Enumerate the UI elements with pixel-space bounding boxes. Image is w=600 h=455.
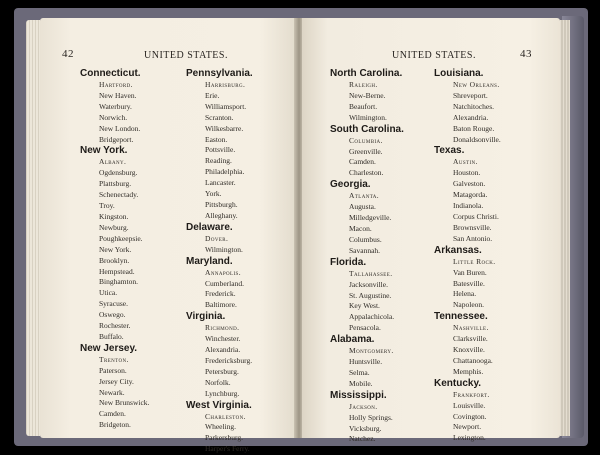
- city-item: Utica.: [99, 288, 118, 298]
- city-item: Philadelphia.: [205, 167, 245, 177]
- city-item: Brownsville.: [453, 222, 492, 232]
- city-item: Augusta.: [349, 202, 376, 212]
- city-item: Memphis.: [453, 366, 484, 376]
- city-item: Wilmington.: [205, 244, 243, 254]
- city-item: Newport.: [453, 422, 482, 432]
- state-block: [80, 145, 185, 342]
- state-block: [186, 68, 294, 222]
- city-item: Wilmington.: [349, 112, 387, 122]
- city-item: New Haven.: [99, 90, 137, 100]
- state-block: [330, 334, 438, 390]
- city-item: Huntsville.: [349, 357, 383, 367]
- right-page-edges: [560, 20, 570, 436]
- state-heading: Alabama.: [330, 334, 375, 346]
- capital-city: Hartford.: [99, 80, 133, 89]
- city-item: Columbus.: [349, 234, 382, 244]
- state-heading: Florida.: [330, 256, 367, 268]
- capital-city: Harrisburg.: [205, 80, 246, 89]
- state-block: [186, 311, 294, 399]
- capital-city: Richmond.: [205, 323, 240, 333]
- city-item: Chattanooga.: [453, 355, 493, 365]
- city-item: Newburg.: [99, 222, 129, 232]
- city-item: Hempstead.: [99, 266, 135, 276]
- state-block: [434, 68, 558, 145]
- city-item: Williamsport.: [205, 101, 247, 111]
- state-heading: Mississippi.: [330, 389, 387, 401]
- city-item: Lancaster.: [205, 178, 236, 188]
- city-item: Alexandria.: [453, 112, 489, 122]
- city-item: New Brunswick.: [99, 398, 150, 408]
- city-item: Charleston.: [349, 168, 384, 178]
- state-block: [186, 400, 294, 455]
- city-item: Pensacola.: [349, 323, 381, 333]
- city-item: Van Buren.: [453, 267, 487, 277]
- city-item: Scranton.: [205, 112, 234, 122]
- capital-city: Montgomery.: [349, 346, 394, 356]
- state-heading: New York.: [80, 145, 128, 157]
- city-item: Fredericksburg.: [205, 355, 253, 365]
- capital-city: Tallahassee.: [349, 268, 393, 278]
- city-item: Jacksonville.: [349, 279, 388, 289]
- city-item: Camden.: [349, 157, 376, 167]
- capital-city: Annapolis.: [205, 267, 242, 277]
- city-item: Wheeling.: [205, 422, 237, 432]
- city-item: Pottsville.: [205, 145, 236, 155]
- capital-city: Frankfort.: [453, 389, 490, 399]
- capital-city: Charleston.: [205, 411, 246, 421]
- right-page-number: 43: [520, 48, 532, 60]
- city-item: Ogdensburg.: [99, 168, 138, 178]
- city-item: Harper's Ferry.: [205, 444, 250, 454]
- city-item: Natchitoches.: [453, 101, 495, 111]
- city-item: Lynchburg.: [205, 388, 240, 398]
- capital-city: Raleigh.: [349, 80, 378, 89]
- city-item: Schenectady.: [99, 190, 139, 200]
- city-item: Plattsburg.: [99, 179, 132, 189]
- city-item: Bridgeton.: [99, 420, 131, 430]
- city-item: Cumberland.: [205, 278, 244, 288]
- right-column-1: [330, 68, 438, 445]
- city-item: Key West.: [349, 301, 380, 311]
- state-heading: Louisiana.: [434, 68, 484, 79]
- city-item: Baton Rouge.: [453, 123, 495, 133]
- city-item: Appalachicola.: [349, 312, 395, 322]
- city-item: Brooklyn.: [99, 255, 130, 265]
- state-heading: Texas.: [434, 145, 465, 157]
- state-heading: Kentucky.: [434, 377, 482, 389]
- state-heading: Maryland.: [186, 255, 233, 267]
- city-item: Vicksburg.: [349, 423, 382, 433]
- left-column-2: [186, 68, 294, 455]
- city-item: St. Augustine.: [349, 290, 392, 300]
- city-item: New York.: [99, 244, 132, 254]
- city-item: Buffalo.: [99, 331, 124, 341]
- state-heading: Virginia.: [186, 311, 226, 323]
- city-item: Macon.: [349, 223, 372, 233]
- right-running-head: UNITED STATES.: [392, 50, 476, 61]
- capital-city: Columbia.: [349, 135, 383, 145]
- city-item: Greenville.: [349, 146, 383, 156]
- capital-city: Trenton.: [99, 354, 129, 364]
- city-item: Baltimore.: [205, 300, 237, 310]
- left-page: [40, 18, 296, 454]
- city-item: Rochester.: [99, 321, 131, 331]
- state-heading: Delaware.: [186, 221, 233, 233]
- city-item: Indianola.: [453, 201, 484, 211]
- left-page-number: 42: [62, 48, 74, 60]
- left-running-head: UNITED STATES.: [144, 50, 228, 61]
- state-block: [80, 68, 185, 145]
- city-item: Poughkeepsie.: [99, 233, 143, 243]
- city-item: York.: [205, 189, 222, 199]
- city-item: Clarksville.: [453, 334, 488, 344]
- city-item: Matagorda.: [453, 190, 488, 200]
- city-item: Waterbury.: [99, 101, 132, 111]
- state-heading: Arkansas.: [434, 244, 482, 256]
- state-block: [434, 145, 558, 244]
- city-item: Paterson.: [99, 365, 127, 375]
- city-item: Louisville.: [453, 400, 486, 410]
- city-item: New London.: [99, 123, 141, 133]
- city-item: Covington.: [453, 411, 487, 421]
- city-item: Milledgeville.: [349, 213, 392, 223]
- city-item: Frederick.: [205, 289, 236, 299]
- city-item: Beaufort.: [349, 101, 378, 111]
- city-item: Corpus Christi.: [453, 211, 499, 221]
- capital-city: Dover.: [205, 233, 229, 243]
- city-item: Donaldsonville.: [453, 134, 501, 144]
- city-item: Jersey City.: [99, 376, 134, 386]
- city-item: Savannah.: [349, 245, 381, 255]
- state-block: [186, 256, 294, 312]
- city-item: Napoleon.: [453, 300, 485, 310]
- city-item: Galveston.: [453, 179, 486, 189]
- left-column-1: [80, 68, 185, 431]
- capital-city: Nashville.: [453, 323, 489, 333]
- state-heading: Tennessee.: [434, 311, 488, 323]
- state-block: [80, 343, 185, 431]
- capital-city: Atlanta.: [349, 191, 380, 201]
- city-item: Norfolk.: [205, 377, 231, 387]
- city-item: New-Berne.: [349, 90, 386, 100]
- city-item: Holly Springs.: [349, 412, 393, 422]
- city-item: Alleghany.: [205, 210, 238, 220]
- city-item: Syracuse.: [99, 299, 128, 309]
- state-block: [330, 68, 438, 124]
- city-item: San Antonio.: [453, 233, 493, 243]
- capital-city: Albany.: [99, 157, 127, 167]
- state-heading: Pennsylvania.: [186, 68, 253, 79]
- city-item: Erie.: [205, 90, 220, 100]
- city-item: Natchez.: [349, 434, 376, 444]
- state-block: [330, 124, 438, 180]
- city-item: Winchester.: [205, 334, 241, 344]
- city-item: Binghamton.: [99, 277, 138, 287]
- capital-city: Austin.: [453, 157, 478, 167]
- city-item: Parkersburg.: [205, 433, 243, 443]
- state-heading: South Carolina.: [330, 123, 404, 135]
- city-item: Shreveport.: [453, 90, 488, 100]
- city-item: Bridgeport.: [99, 134, 134, 144]
- city-item: Houston.: [453, 168, 481, 178]
- state-block: [434, 311, 558, 378]
- state-block: [330, 179, 438, 256]
- state-heading: Connecticut.: [80, 68, 141, 79]
- city-item: Knoxville.: [453, 345, 485, 355]
- city-item: Lexington.: [453, 433, 486, 443]
- city-item: Newark.: [99, 387, 125, 397]
- left-page-edges: [26, 20, 40, 436]
- state-block: [330, 390, 438, 446]
- right-column-2: [434, 68, 558, 444]
- capital-city: Little Rock.: [453, 256, 496, 266]
- city-item: Petersburg.: [205, 366, 239, 376]
- city-item: Wilkesbarre.: [205, 123, 244, 133]
- city-item: Selma.: [349, 367, 370, 377]
- city-item: Easton.: [205, 134, 228, 144]
- capital-city: New Orleans.: [453, 80, 500, 89]
- city-item: Norwich.: [99, 112, 128, 122]
- city-item: Reading.: [205, 156, 232, 166]
- state-heading: Georgia.: [330, 179, 371, 191]
- city-item: Oswego.: [99, 310, 126, 320]
- city-item: Helena.: [453, 289, 477, 299]
- state-heading: West Virginia.: [186, 399, 252, 411]
- right-page: [302, 18, 560, 444]
- state-block: [186, 222, 294, 256]
- city-item: Pittsburgh.: [205, 199, 238, 209]
- state-heading: North Carolina.: [330, 68, 403, 79]
- city-item: Mobile.: [349, 378, 373, 388]
- city-item: Kingston.: [99, 211, 129, 221]
- state-block: [434, 245, 558, 312]
- city-item: Batesville.: [453, 278, 485, 288]
- capital-city: Jackson.: [349, 401, 378, 411]
- city-item: Alexandria.: [205, 345, 241, 355]
- state-heading: New Jersey.: [80, 342, 138, 354]
- state-block: [330, 257, 438, 334]
- state-block: [434, 378, 558, 445]
- city-item: Troy.: [99, 201, 115, 211]
- city-item: Camden.: [99, 409, 126, 419]
